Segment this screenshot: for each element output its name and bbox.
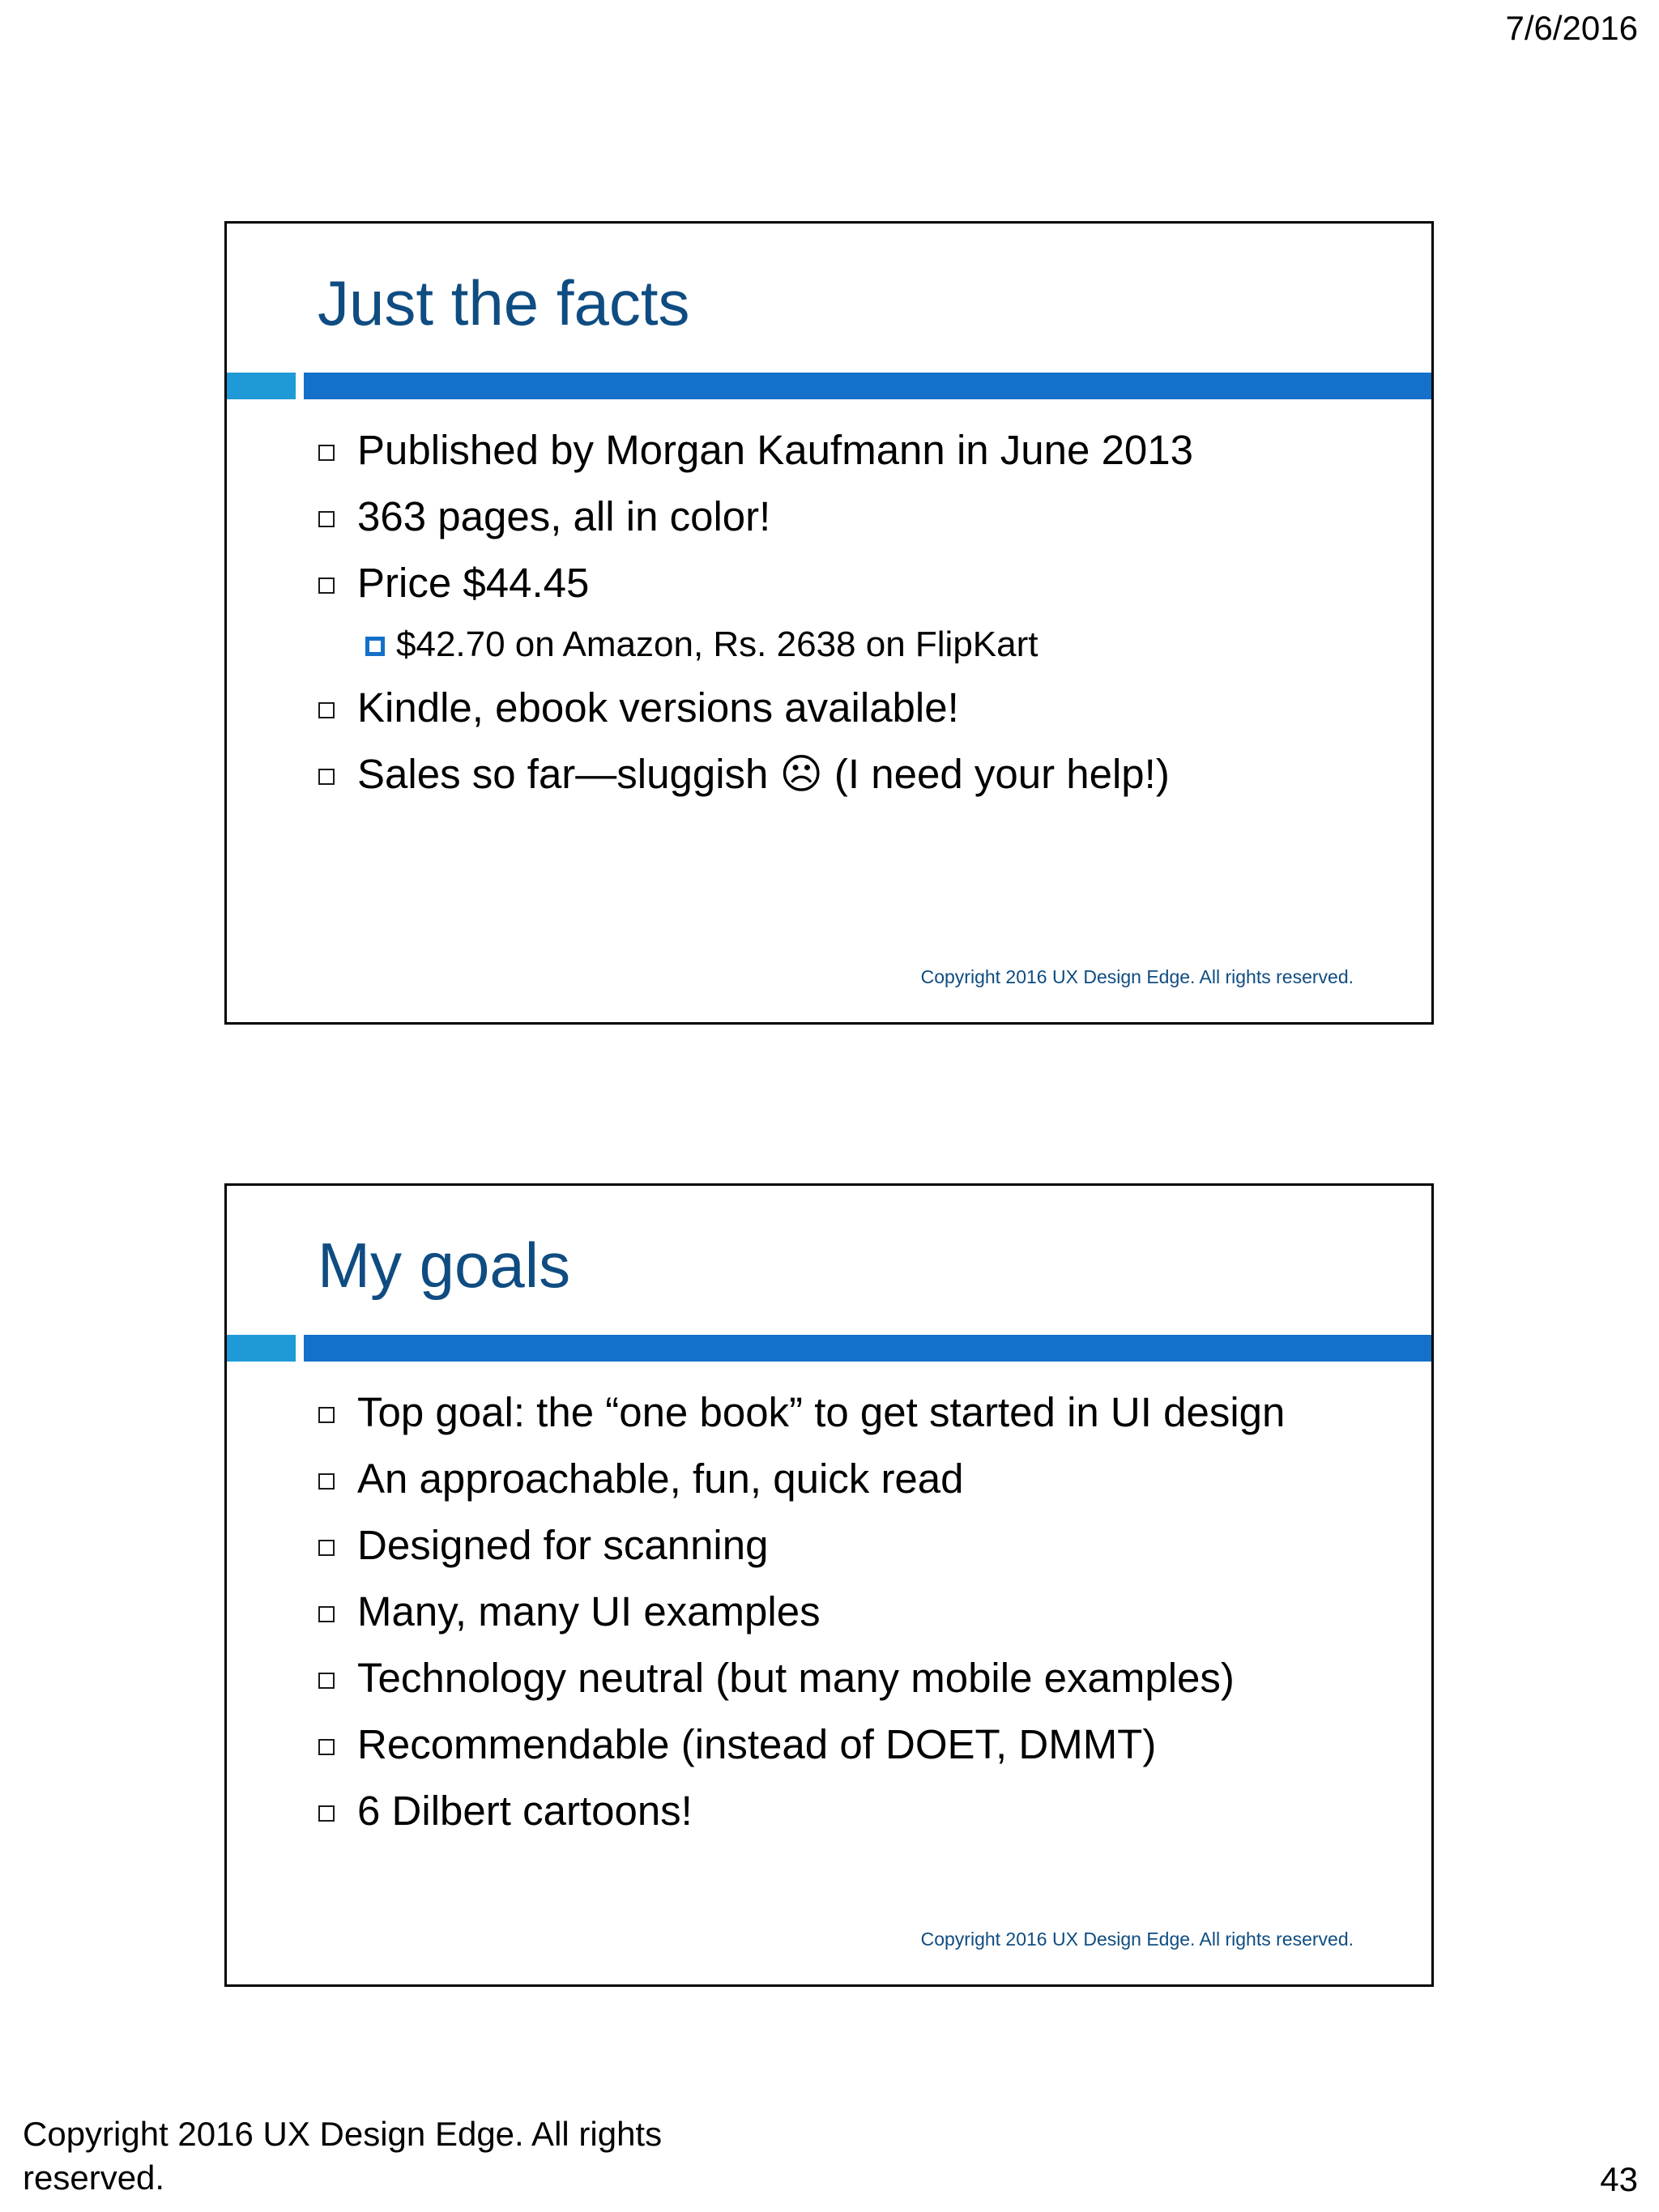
bullet-item	[318, 416, 1383, 483]
page-number: 43	[1600, 2160, 1638, 2198]
slide-footer: Copyright 2016 UX Design Edge. All rights reserved.	[920, 966, 1354, 987]
bullet-item	[318, 1777, 1383, 1843]
accent-bar-left	[227, 373, 296, 399]
square-bullet-icon	[318, 1473, 335, 1490]
bullet-text: Sales so far—sluggish ☹ (I need your help!)	[357, 750, 1170, 797]
square-bullet-icon	[318, 1739, 335, 1755]
bullet-item	[318, 1644, 1383, 1711]
slide-title: My goals	[318, 1230, 571, 1301]
bullet-text: Kindle, ebook versions available!	[357, 684, 959, 731]
square-bullet-icon	[318, 1673, 335, 1689]
bullet-item	[318, 1711, 1383, 1777]
bullet-list	[318, 1379, 1383, 1843]
slide-footer: Copyright 2016 UX Design Edge. All rights reserved.	[920, 1929, 1354, 1950]
bullet-item	[318, 740, 1383, 807]
bullet-item	[318, 483, 1383, 549]
bullet-list	[318, 416, 1383, 807]
bullet-item	[318, 549, 1383, 616]
bullet-text: 363 pages, all in color!	[357, 492, 771, 539]
bullet-text: Top goal: the “one book” to get started in UI design	[357, 1388, 1286, 1435]
filled-square-bullet-icon	[365, 637, 385, 656]
square-bullet-icon	[318, 445, 335, 461]
page-date: 7/6/2016	[1505, 9, 1638, 47]
bullet-text: Price $44.45	[357, 559, 590, 606]
sub-bullet-item	[318, 616, 1383, 674]
bullet-text: $42.70 on Amazon, Rs. 2638 on FlipKart	[396, 624, 1038, 664]
bullet-text: Many, many UI examples	[357, 1588, 821, 1634]
square-bullet-icon	[318, 578, 335, 594]
page-footer: Copyright 2016 UX Design Edge. All rights reserved.	[23, 2115, 663, 2197]
square-bullet-icon	[318, 769, 335, 785]
slide-my-goals	[224, 1183, 1434, 1987]
square-bullet-icon	[318, 511, 335, 527]
accent-bar-left	[227, 1335, 296, 1362]
bullet-item	[318, 1379, 1383, 1445]
square-bullet-icon	[318, 1407, 335, 1423]
square-bullet-icon	[318, 1540, 335, 1556]
bullet-text: Designed for scanning	[357, 1521, 769, 1568]
bullet-text: Technology neutral (but many mobile examples)	[357, 1654, 1235, 1701]
bullet-item	[318, 1445, 1383, 1511]
bullet-text: 6 Dilbert cartoons!	[357, 1787, 693, 1834]
bullet-text: Published by Morgan Kaufmann in June 2013	[357, 426, 1194, 473]
square-bullet-icon	[318, 1805, 335, 1822]
accent-bar-right	[304, 1335, 1431, 1362]
square-bullet-icon	[318, 702, 335, 718]
bullet-item	[318, 1578, 1383, 1644]
slide-just-the-facts	[224, 221, 1434, 1025]
bullet-text: Recommendable (instead of DOET, DMMT)	[357, 1720, 1157, 1767]
accent-bar-right	[304, 373, 1431, 399]
square-bullet-icon	[318, 1606, 335, 1622]
bullet-item	[318, 1511, 1383, 1578]
bullet-item	[318, 674, 1383, 740]
slide-title: Just the facts	[318, 267, 690, 339]
bullet-text: An approachable, fun, quick read	[357, 1455, 964, 1502]
